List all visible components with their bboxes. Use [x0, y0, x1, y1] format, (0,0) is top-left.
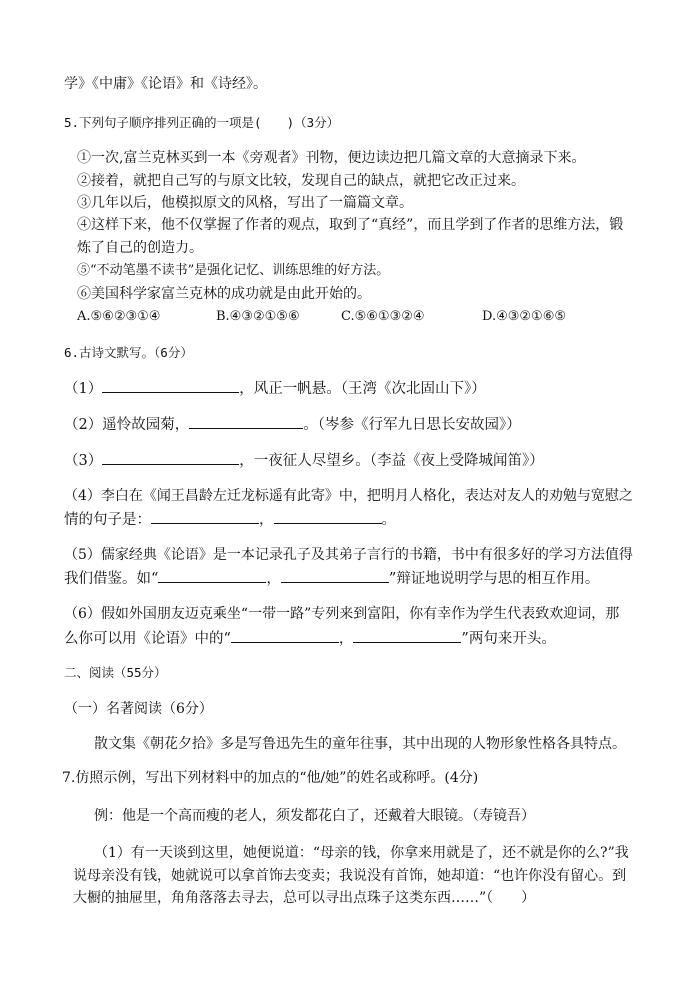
answer-blank[interactable] — [189, 414, 303, 429]
sentence-4-line-2: 炼了自己的创造力。 — [77, 240, 203, 256]
poem-item-6-prefix: 么你可以用《论语》中的“ — [64, 631, 231, 647]
sentence-1: ①一次,富兰克林买到一本《旁观者》刊物，便边读边把几篇文章的大意摘录下来。 — [77, 150, 586, 166]
comma: ， — [266, 571, 281, 587]
question-6-title: 6.古诗文默写。（6分） — [64, 345, 193, 360]
poem-item-6-line-1: （6）假如外国朋友迈克乘坐“一带一路”专列来到富阳，你有幸作为学生代表致欢迎词，那 — [64, 606, 620, 622]
sentence-4-line-1: ④这样下来，他不仅掌握了作者的观点，取到了“真经”，而且学到了作者的思维方法，锻 — [77, 217, 624, 233]
option-d: D.④③②①⑥⑤ — [482, 309, 567, 324]
poem-item-1 — [64, 378, 486, 399]
question-7-title: 7.仿照示例，写出下列材料中的加点的“他/她”的姓名或称呼。(4分) — [62, 770, 479, 786]
question-5-title: 5.下列句子顺序排列正确的一项是( )（3分） — [64, 115, 340, 130]
poem-item-1-suffix: ，风正一帆悬。（王湾《次北固山下》） — [239, 381, 486, 397]
subsection-1-title: （一）名著阅读（6分） — [64, 701, 213, 717]
sentence-3: ③几年以后，他模拟原文的风格，写出了一篇篇文章。 — [77, 195, 413, 211]
answer-blank[interactable] — [102, 378, 239, 393]
poem-item-5-suffix: ”辩证地说明学与思的相互作用。 — [388, 571, 600, 587]
poem-item-2-suffix: 。（岑参《行军九日思长安故园》） — [303, 417, 521, 433]
example-line: 例：他是一个高而瘦的老人，须发都花白了，还戴着大眼镜。（寿镜吾） — [94, 808, 535, 824]
poem-item-4-line-2 — [64, 509, 396, 530]
poem-item-6-line-2 — [64, 628, 556, 649]
poem-item-3-prefix: （3） — [64, 453, 103, 469]
poem-item-5-prefix: 我们借鉴。如“ — [64, 571, 159, 587]
answer-blank[interactable] — [158, 568, 266, 583]
sentence-5: ⑤“不动笔墨不读书”是强化记忆、训练思维的好方法。 — [77, 263, 390, 278]
poem-item-4-prefix: 情的句子是： — [64, 512, 151, 528]
material-1-line-2: 说母亲没有钱，她就说可以拿首饰去变卖；我说没有首饰，她却道：“也许你没有留心。到 — [73, 868, 627, 884]
poem-item-3 — [64, 450, 544, 471]
poem-item-1-prefix: （1） — [64, 381, 103, 397]
answer-blank[interactable] — [151, 509, 259, 524]
material-1-line-1: （1）有一天谈到这里，她便说道：“母亲的钱，你拿来用就是了，还不就是你的么?”我 — [94, 845, 629, 861]
option-a: A.⑤⑥②③①④ — [77, 309, 161, 324]
period: 。 — [381, 512, 396, 528]
poem-item-6-suffix: ”两句来开头。 — [461, 631, 556, 647]
comma: ， — [259, 512, 274, 528]
answer-blank[interactable] — [102, 450, 239, 465]
option-c: C.⑤⑥①③②④ — [341, 309, 425, 324]
answer-blank[interactable] — [231, 628, 339, 643]
material-1-line-3: 大橱的抽屉里，角角落落去寻去，总可以寻出点珠子这类东西……”（ ） — [73, 890, 536, 906]
poem-item-5-line-1: （5）儒家经典《论语》是一本记录孔子及其弟子言行的书籍，书中有很多好的学习方法值得 — [64, 547, 633, 563]
continued-text: 学》《中庸》《论语》和《诗经》。 — [64, 76, 267, 92]
comma: ， — [338, 631, 354, 647]
answer-blank[interactable] — [274, 509, 382, 524]
poem-item-4-line-1: （4）李白在《闻王昌龄左迁龙标遥有此寄》中，把明月人格化，表达对友人的劝勉与宽慰之 — [64, 488, 633, 504]
option-b: B.④③②①⑤⑥ — [216, 309, 300, 324]
poem-item-2-prefix: （2）遥怜故园菊， — [64, 417, 190, 433]
answer-blank[interactable] — [353, 628, 461, 643]
reading-intro: 散文集《朝花夕拾》多是写鲁迅先生的童年往事，其中出现的人物形象性格各具特点。 — [94, 736, 626, 752]
sentence-6: ⑥美国科学家富兰克林的成功就是由此开始的。 — [77, 286, 371, 302]
section-2-title: 二、阅读（55分） — [64, 665, 167, 680]
poem-item-5-line-2 — [64, 568, 599, 589]
answer-blank[interactable] — [281, 568, 389, 583]
poem-item-3-suffix: ，一夜征人尽望乡。（李益《夜上受降城闻笛》） — [239, 453, 544, 469]
poem-item-2 — [64, 414, 521, 435]
sentence-2: ②接着，就把自己写的与原文比较，发现自己的缺点，就把它改正过来。 — [77, 173, 525, 189]
